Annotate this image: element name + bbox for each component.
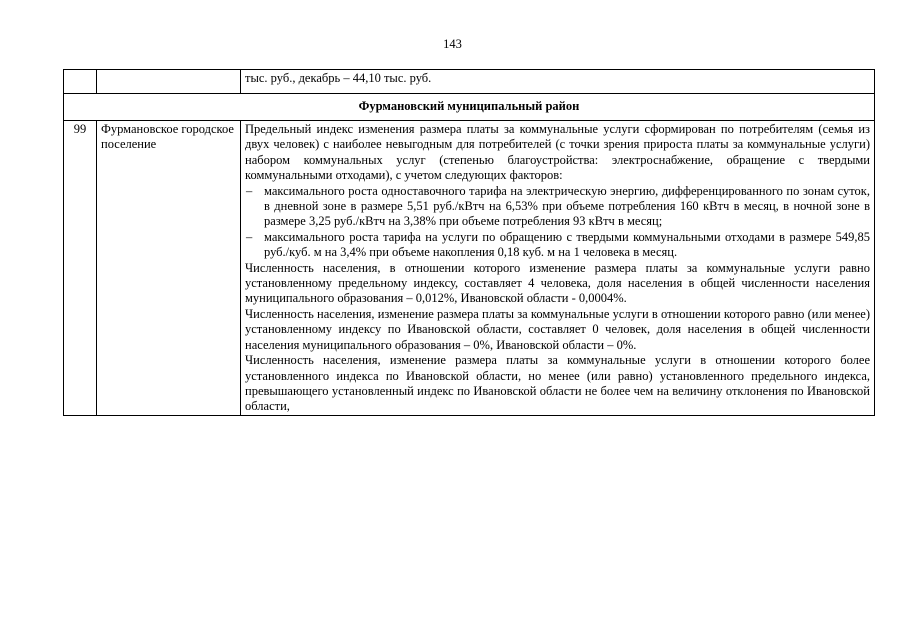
section-title: Фурмановский муниципальный район (64, 94, 875, 121)
bullet-dash: – (246, 229, 253, 244)
cell-number-empty (64, 70, 97, 94)
population-paragraph: Численность населения, изменение размера платы за коммунальные услуги в отношении которого более установленного индекса по Ивановской области, но менее (или равно) установленного предельного индекса, превышающего установленный индекс по Ивановской области не более чем на величину отклонения по Ивановской области, (245, 353, 870, 414)
bullet-dash: – (246, 183, 253, 198)
intro-paragraph: Предельный индекс изменения размера платы за коммунальные услуги сформирован по потребителям (семья из двух человек) с наиболее невыгодным для потребителей (с точки зрения прироста платы за коммунальные услуги) набором коммунальных услуг (степенью благоустройства: электроснабжение, обращение с твердыми коммунальными отходами), с учетом следующих факторов: (245, 122, 870, 183)
table-row-entry (64, 121, 875, 416)
entry-name: Фурмановское городское поселение (97, 121, 241, 416)
entry-description (241, 121, 875, 416)
page-number: 143 (443, 37, 462, 51)
factor-text: максимального роста одноставочного тарифа на электрическую энергию, дифференцированного по зонам суток, в дневной зоне в размере 5,51 руб./кВтч на 6,53% при объеме потребления 160 кВтч в месяц, в ночной зоне в размере 3,25 руб./кВтч на 3,38% при объеме потребления 93 кВтч в месяц; (264, 183, 870, 229)
population-paragraph: Численность населения, в отношении которого изменение размера платы за коммунальные услуги равно установленному предельному индексу, составляет 4 человека, доля населения в общей численности населения муниципального образования – 0,012%, Ивановской области - 0,0004%. (245, 260, 870, 306)
cell-name-empty (97, 70, 241, 94)
section-header-row (64, 94, 875, 121)
table-row-continuation (64, 70, 875, 94)
factor-item (245, 230, 870, 261)
entry-number: 99 (64, 121, 97, 416)
document-table (63, 69, 875, 416)
factors-list (245, 184, 870, 261)
factor-item (245, 184, 870, 230)
population-paragraph: Численность населения, изменение размера платы за коммунальные услуги в отношении которого равно (или менее) установленному индексу по Ивановской области, составляет 0 человек, доля населения в общей численности населения муниципального образования – 0%, Ивановской области – 0%. (245, 306, 870, 352)
cell-continuation-text: тыс. руб., декабрь – 44,10 тыс. руб. (241, 70, 875, 94)
factor-text: максимального роста тарифа на услуги по обращению с твердыми коммунальными отходами в размере 549,85 руб./куб. м на 3,4% при объеме накопления 0,18 куб. м на 1 человека в месяц. (264, 229, 870, 260)
